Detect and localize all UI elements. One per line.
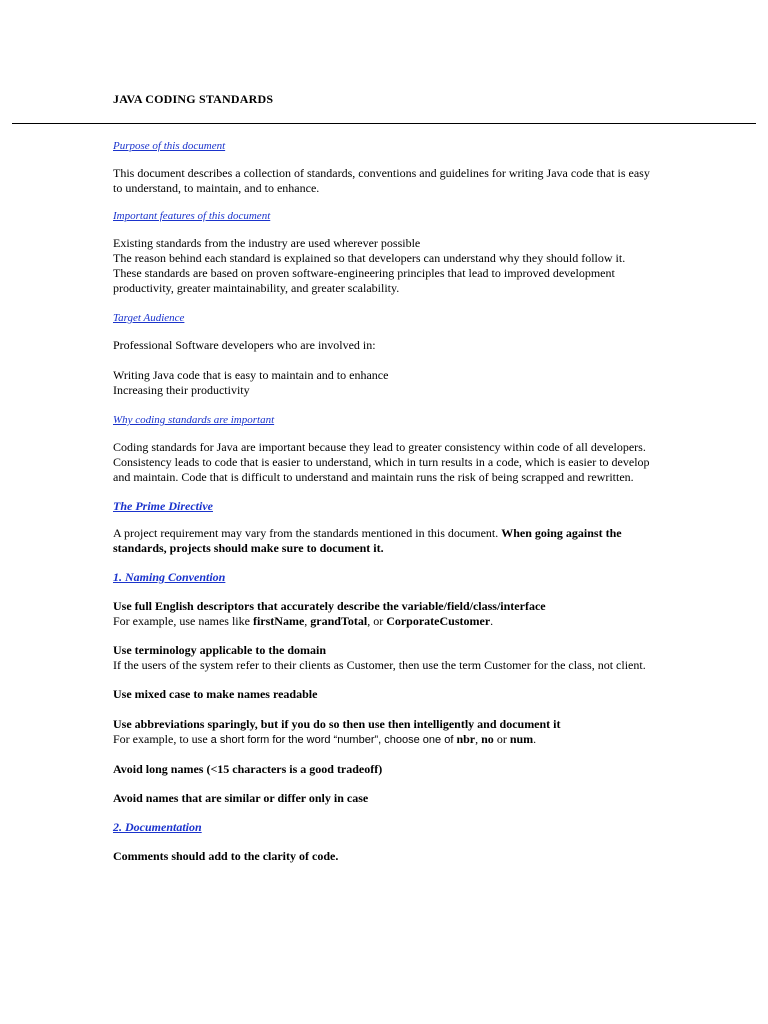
example-separator: , xyxy=(475,732,482,746)
example-abbreviation: no xyxy=(481,732,494,746)
documentation-heading-link[interactable]: 2. Documentation xyxy=(113,820,202,834)
title-divider xyxy=(12,123,756,124)
example-name: firstName xyxy=(252,614,305,628)
features-heading-link[interactable]: Important features of this document xyxy=(113,210,271,222)
document-title: JAVA CODING STANDARDS xyxy=(113,92,274,106)
section-documentation-heading[interactable] xyxy=(113,820,658,835)
example-abbreviation: num xyxy=(509,732,534,746)
example-suffix: . xyxy=(490,614,494,628)
example-separator: , or xyxy=(367,614,387,628)
example-text: For example, to use xyxy=(113,732,211,746)
example-suffix: . xyxy=(533,732,537,746)
example-text: a short form for the word “number”, choose one of xyxy=(210,734,457,746)
example-name: CorporateCustomer xyxy=(386,614,491,628)
section-prime-directive-heading[interactable] xyxy=(113,499,658,514)
section-naming-heading[interactable] xyxy=(113,570,658,585)
example-name: grandTotal xyxy=(310,614,368,628)
prime-directive-emphasis: When going against the standards, projects should make sure to document it. xyxy=(113,526,622,555)
naming-rule-title: Avoid names that are similar or differ only in case xyxy=(113,791,369,805)
section-purpose-heading[interactable] xyxy=(113,138,658,154)
example-separator: , xyxy=(304,614,311,628)
audience-heading-link[interactable]: Target Audience xyxy=(113,312,185,324)
audience-item: Increasing their productivity xyxy=(113,383,250,397)
naming-rule-title: Use terminology applicable to the domain xyxy=(113,643,326,657)
naming-rule-example xyxy=(113,732,658,748)
prime-directive-text: A project requirement may vary from the standards mentioned in this document. xyxy=(113,526,502,540)
prime-directive-heading-link[interactable]: The Prime Directive xyxy=(113,499,213,513)
audience-item: Writing Java code that is easy to maintain and to enhance xyxy=(113,368,389,382)
example-text: For example, use names like xyxy=(113,614,253,628)
naming-rule-title: Use abbreviations sparingly, but if you do so then use then intelligently and document it xyxy=(113,717,561,731)
naming-rule-title: Use mixed case to make names readable xyxy=(113,687,318,701)
section-features-heading[interactable] xyxy=(113,208,658,224)
documentation-rule-title: Comments should add to the clarity of code. xyxy=(113,849,339,863)
features-line: Existing standards from the industry are used wherever possible xyxy=(113,236,421,250)
features-line: These standards are based on proven software-engineering principles that lead to improved development productivity, greater maintainability, and greater scalability. xyxy=(113,266,615,295)
importance-heading-link[interactable]: Why coding standards are important xyxy=(113,414,275,426)
section-importance-heading[interactable] xyxy=(113,412,658,428)
naming-rule-title: Use full English descriptors that accurately describe the variable/field/class/interface xyxy=(113,599,546,613)
naming-heading-link[interactable]: 1. Naming Convention xyxy=(113,570,226,584)
document-body xyxy=(113,138,658,864)
example-separator: or xyxy=(493,732,510,746)
naming-rule-title: Avoid long names (<15 characters is a good tradeoff) xyxy=(113,762,383,776)
naming-rule-example xyxy=(113,614,658,629)
example-abbreviation: nbr xyxy=(456,732,476,746)
purpose-heading-link[interactable]: Purpose of this document xyxy=(113,140,226,152)
prime-directive-paragraph xyxy=(113,526,658,556)
features-line: The reason behind each standard is explained so that developers can understand why they should follow it. xyxy=(113,251,626,265)
naming-rule-body: If the users of the system refer to their clients as Customer, then use the term Customer for the class, not client. xyxy=(113,658,646,672)
section-audience-heading[interactable] xyxy=(113,310,658,326)
purpose-paragraph: This document describes a collection of standards, conventions and guidelines for writing Java code that is easy to understand, to maintain, and to enhance. xyxy=(113,166,650,195)
audience-intro: Professional Software developers who are involved in: xyxy=(113,338,376,352)
importance-paragraph: Coding standards for Java are important because they lead to greater consistency within code of all developers. Consistency leads to code that is easier to understand, which in turn results in a code, which is easier to develop and maintain. Code that is difficult to understand and maintain runs the risk of being scrapped and rewritten. xyxy=(113,440,650,484)
